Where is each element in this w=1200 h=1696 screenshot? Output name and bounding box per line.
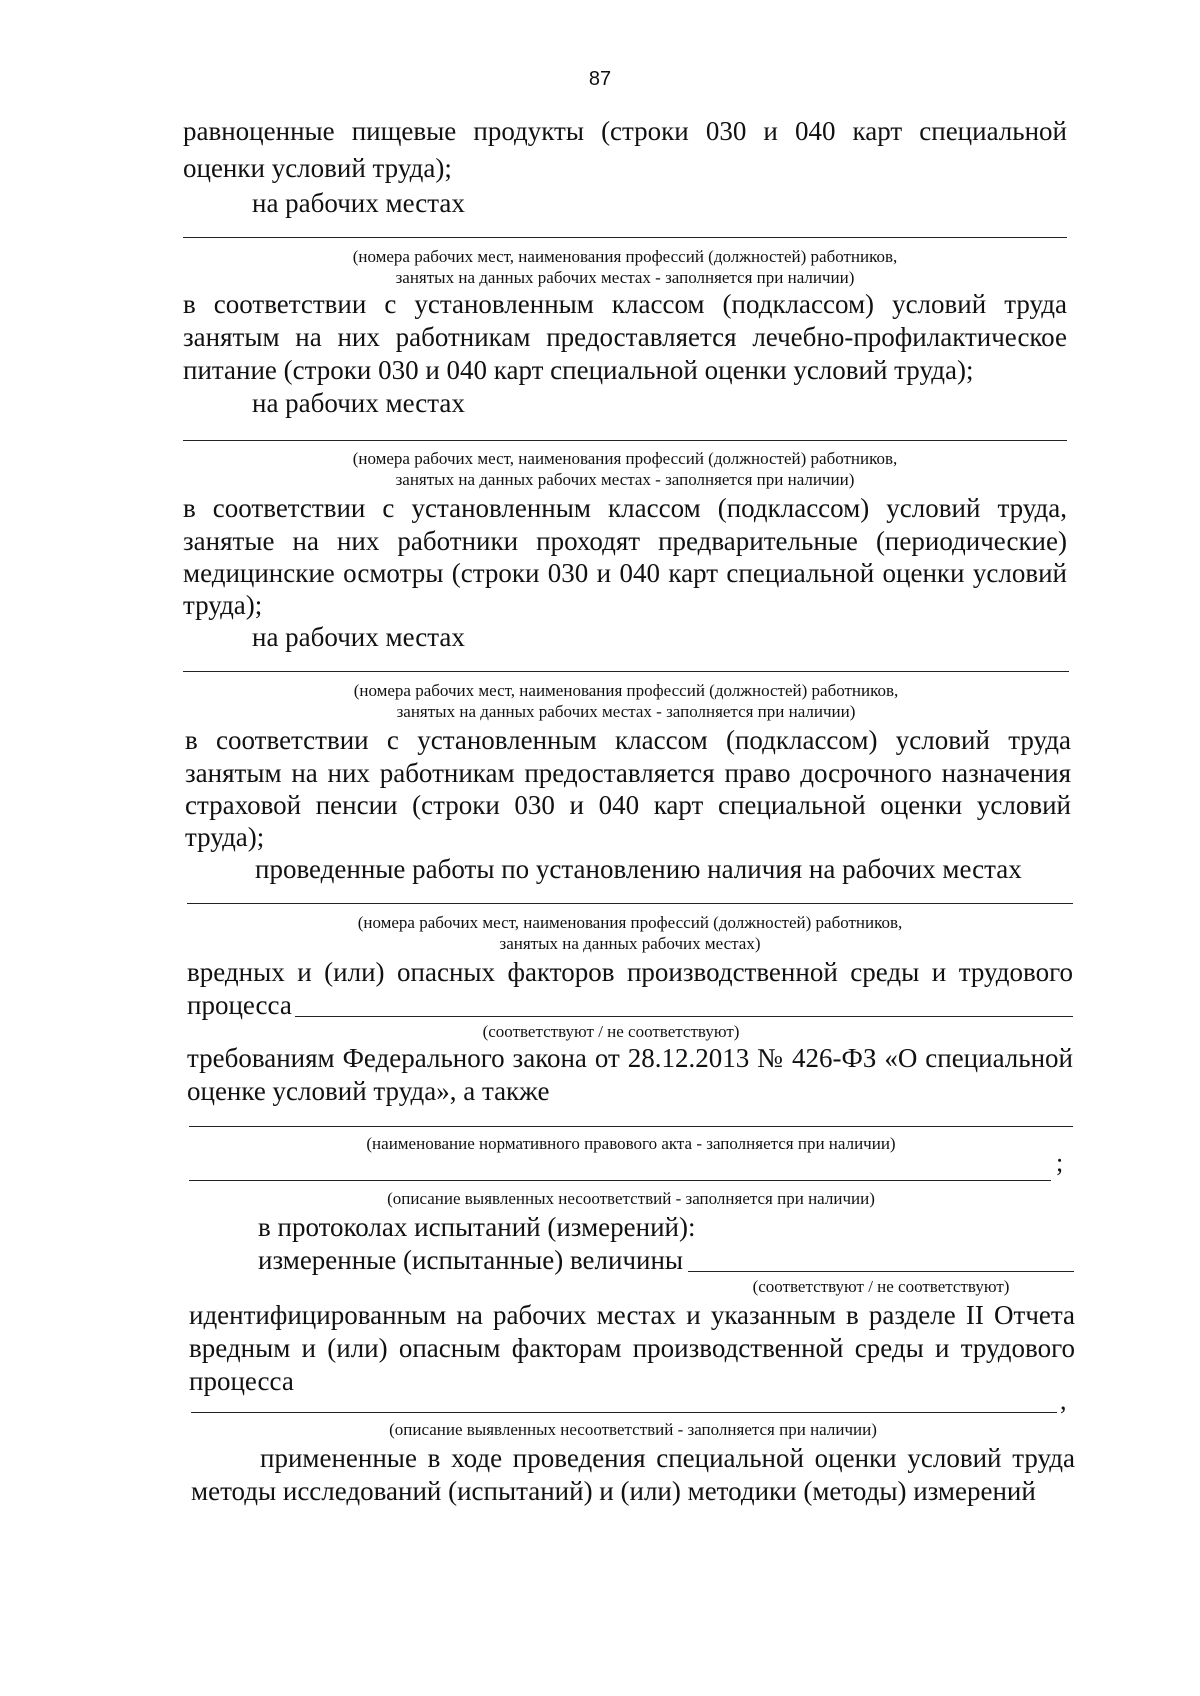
paragraph-line: в протоколах испытаний (измерений): [258, 1212, 696, 1242]
field-caption: (соответствуют / не соответствуют) [482, 1022, 740, 1041]
field-caption: (номера рабочих мест, наименования профессий (должностей) работников, [352, 449, 898, 468]
fill-in-line [688, 1271, 1074, 1272]
field-caption: занятых на данных рабочих местах - заполняется при наличии) [396, 702, 856, 721]
paragraph-line: идентифицированным на рабочих местах и указанным в разделе II Отчета [189, 1300, 1075, 1330]
field-caption: (номера рабочих мест, наименования профессий (должностей) работников, [357, 913, 903, 932]
paragraph-line: страховой пенсии (строки 030 и 040 карт специальной оценки условий [185, 790, 1071, 820]
paragraph-line: примененные в ходе проведения специальной оценки условий труда [260, 1443, 1075, 1473]
fill-in-line [189, 1126, 1073, 1127]
fill-in-line [295, 1016, 1073, 1017]
paragraph-line: процесса [189, 1366, 294, 1396]
paragraph-line: занятым на них работникам предоставляется право досрочного назначения [185, 758, 1071, 788]
paragraph-line: вредным и (или) опасным факторам производственной среды и трудового [189, 1333, 1075, 1363]
paragraph-line: проведенные работы по установлению наличия на рабочих местах [255, 854, 1022, 884]
paragraph-line: требованиям Федерального закона от 28.12.2013 № 426-ФЗ «О специальной [187, 1043, 1073, 1073]
fill-in-line [187, 903, 1073, 904]
paragraph-line: методы исследований (испытаний) и (или) методики (методы) измерений [191, 1476, 1036, 1506]
field-caption: (описание выявленных несоответствий - заполняется при наличии) [389, 1420, 877, 1439]
field-caption: (номера рабочих мест, наименования профессий (должностей) работников, [352, 247, 898, 266]
fill-in-line [189, 1180, 1051, 1181]
paragraph-line: оценки условий труда); [183, 153, 452, 183]
paragraph-line: занятым на них работникам предоставляется лечебно-профилактическое [183, 322, 1067, 352]
paragraph-line: питание (строки 030 и 040 карт специальной оценки условий труда); [183, 355, 974, 385]
punctuation-comma: , [1060, 1386, 1067, 1415]
paragraph-line: труда); [183, 590, 263, 620]
fill-in-line [191, 1412, 1057, 1413]
field-caption: (наименование нормативного правового акта - заполняется при наличии) [366, 1134, 896, 1153]
punctuation-semicolon: ; [1056, 1148, 1064, 1177]
paragraph-line: на рабочих местах [252, 388, 465, 418]
paragraph-line: на рабочих местах [252, 622, 465, 652]
paragraph-line: медицинские осмотры (строки 030 и 040 карт специальной оценки условий [183, 558, 1067, 588]
paragraph-line: равноценные пищевые продукты (строки 030 и 040 карт специальной [183, 116, 1067, 146]
paragraph-line: процесса [187, 990, 292, 1020]
field-caption: (описание выявленных несоответствий - заполняется при наличии) [387, 1189, 875, 1208]
field-caption: (соответствуют / не соответствуют) [752, 1277, 1010, 1296]
fill-in-line [183, 671, 1069, 672]
paragraph-line: занятые на них работники проходят предварительные (периодические) [183, 526, 1067, 556]
field-caption: занятых на данных рабочих местах - заполняется при наличии) [395, 268, 855, 287]
paragraph-line: на рабочих местах [252, 188, 465, 218]
field-caption: занятых на данных рабочих местах - заполняется при наличии) [395, 470, 855, 489]
paragraph-line: оценке условий труда», а также [187, 1076, 550, 1106]
fill-in-line [183, 440, 1067, 441]
paragraph-line: измеренные (испытанные) величины [258, 1245, 684, 1275]
paragraph-line: в соответствии с установленным классом (подклассом) условий труда, [183, 493, 1067, 523]
paragraph-line: вредных и (или) опасных факторов производственной среды и трудового [187, 957, 1073, 987]
field-caption: (номера рабочих мест, наименования профессий (должностей) работников, [353, 681, 899, 700]
paragraph-line: труда); [185, 822, 265, 852]
page-number: 87 [588, 68, 612, 90]
paragraph-line: в соответствии с установленным классом (подклассом) условий труда [185, 725, 1071, 755]
paragraph-line: в соответствии с установленным классом (подклассом) условий труда [183, 289, 1067, 319]
fill-in-line [183, 237, 1067, 238]
field-caption: занятых на данных рабочих местах) [499, 934, 761, 953]
